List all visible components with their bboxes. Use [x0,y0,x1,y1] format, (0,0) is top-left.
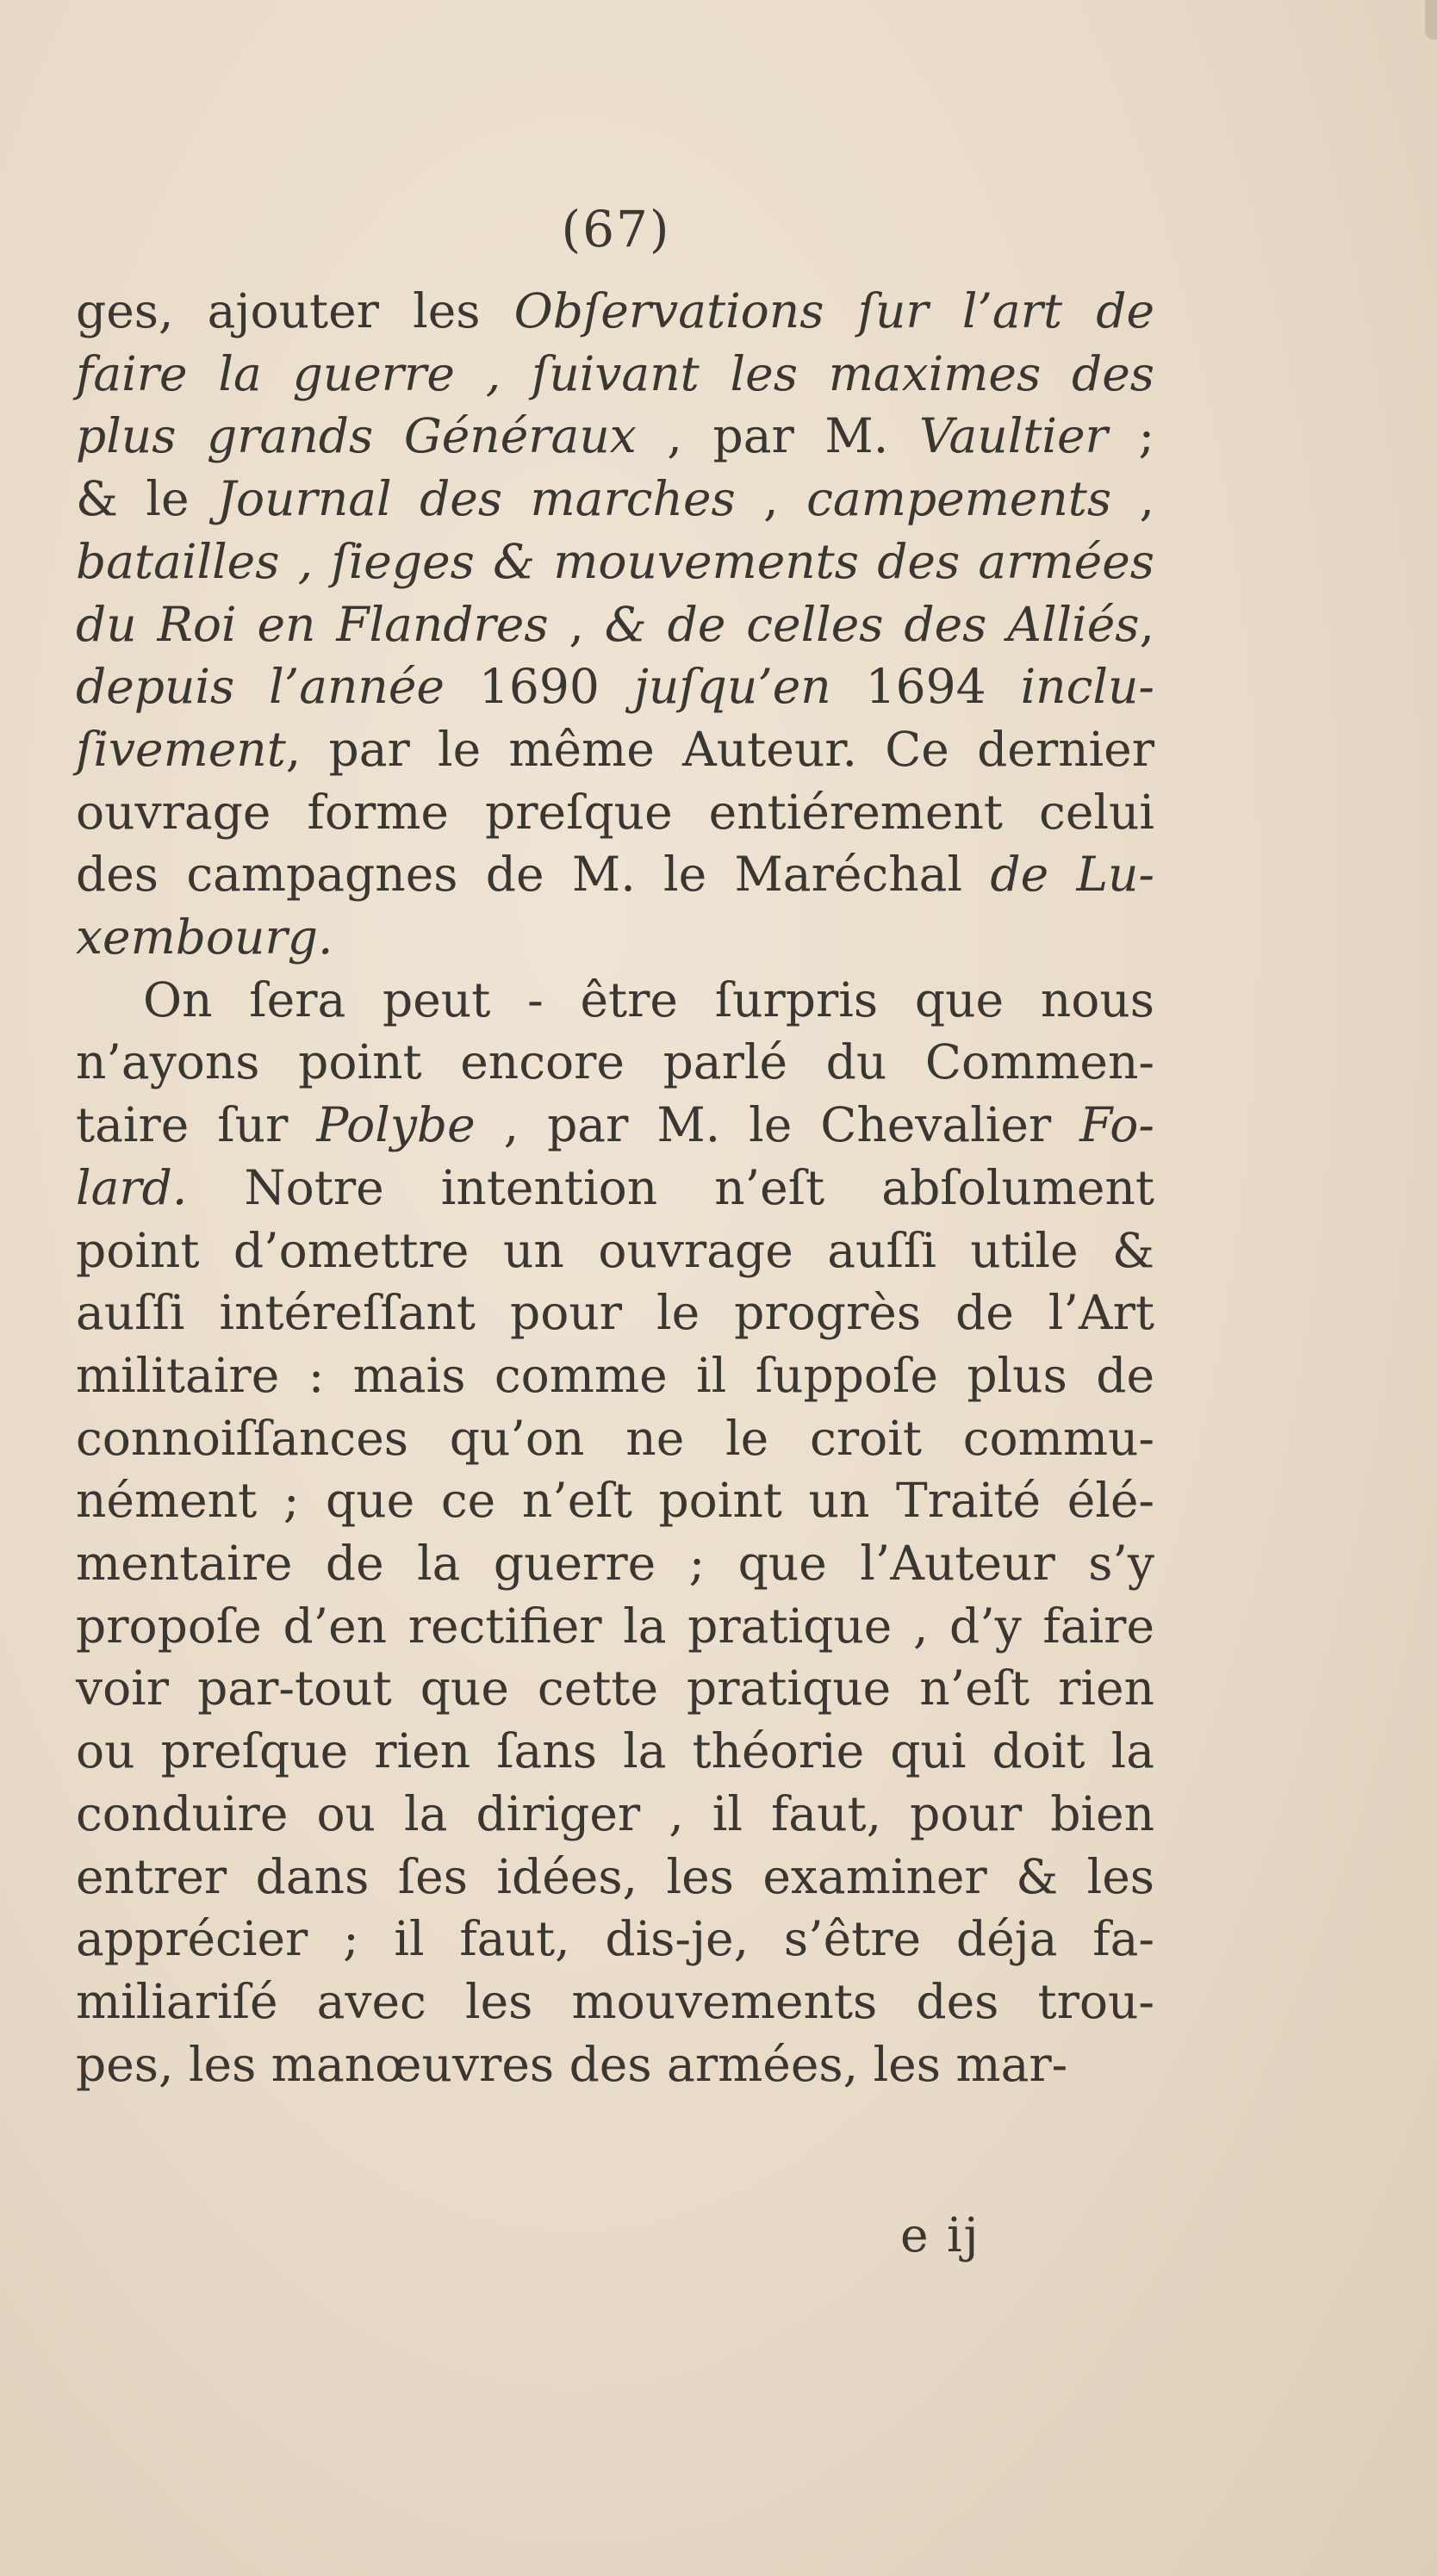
roman-text: voir par-tout que cette pratique n’eſt rien [76,1660,1154,1716]
text-line [76,1031,1154,1094]
text-line [76,1657,1154,1720]
roman-text: taire ſur [76,1097,317,1153]
roman-text: nément ; que ce n’eſt point un Traité élé- [76,1473,1154,1529]
roman-text: , [548,596,605,652]
text-line [76,1971,1154,2033]
text-line [76,1595,1154,1658]
text-line [76,280,1154,343]
italic-text: batailles , ſieges & mouvements des armées [76,533,1154,589]
italic-text: Fo- [1079,1097,1155,1153]
text-line [76,1094,1154,1157]
text-line [76,1846,1154,1909]
roman-text: pes, les manœuvres des armées, les mar- [76,2036,1068,2092]
italic-text: xembourg. [76,909,333,965]
text-line [76,1532,1154,1595]
italic-text: du Roi en Flandres [76,596,549,652]
signature-mark: e ij [900,2207,980,2263]
italic-text: lard. [76,1159,188,1215]
text-line [76,1908,1154,1971]
text-line [76,1344,1154,1407]
italic-text: Vaultier [918,408,1108,464]
italic-text: Polybe [316,1097,476,1153]
text-line [76,1407,1154,1470]
roman-text: , [735,471,807,527]
roman-text: conduire ou la diriger , il faut, pour bien [76,1785,1154,1841]
roman-text: propoſe d’en rectifier la pratique , d’y faire [76,1598,1154,1654]
text-line [76,2033,1154,2096]
roman-text: Notre intention n’eſt abſolument [187,1159,1154,1215]
text-line [76,531,1154,593]
roman-text: n’ayons point encore parlé du Commen- [76,1034,1154,1090]
roman-text: ges, ajouter les [76,283,514,338]
text-line [76,718,1154,781]
text-line [76,1220,1154,1282]
roman-text: , par M. le Chevalier [475,1097,1080,1153]
roman-text: , par M. [636,408,919,464]
roman-text: point d’omettre un ouvrage auſſi utile & [76,1222,1154,1278]
roman-text: miliariſé avec les mouvements des trou- [76,1973,1154,2029]
italic-text: de Lu- [990,847,1154,903]
text-line [76,468,1154,531]
roman-text: & le [76,471,217,527]
text-line [76,655,1154,718]
text-line [76,906,1154,969]
text-line [76,405,1154,468]
text-line [76,781,1154,844]
roman-text: entrer dans ſes idées, les examiner & les [76,1848,1154,1904]
italic-text: faire la guerre , ſuivant les maximes des [76,345,1154,401]
text-line [76,1282,1154,1344]
text-line [76,1469,1154,1532]
body-text [76,280,1154,2095]
roman-text: connoiſſances qu’on ne le croit commu- [76,1410,1154,1466]
roman-text: des campagnes de M. le Maréchal [76,847,991,903]
italic-text: Obſervations ſur l’art de [513,283,1154,338]
roman-text: , [1111,471,1154,527]
roman-text: 1690 [444,659,634,715]
roman-text: ; [1107,408,1154,464]
text-line [76,1783,1154,1846]
text-line [76,593,1154,656]
roman-text: ou preſque rien ſans la théorie qui doit la [76,1723,1154,1779]
roman-text: auſſi intéreſſant pour le progrès de l’Art [76,1285,1154,1341]
text-line [76,1720,1154,1783]
page-number: (67) [561,200,671,258]
text-line [76,343,1154,406]
text-line [76,969,1154,1032]
text-line [76,1157,1154,1220]
italic-text: & de celles des Alliés [604,596,1140,652]
roman-text: , par le même Auteur. Ce dernier [285,721,1154,777]
roman-text: ouvrage forme preſque entiérement celui [76,784,1154,840]
roman-text: On ſera peut - être ſurpris que nous [143,971,1154,1027]
page-edge-stain [1425,0,1437,40]
italic-text: Journal des marches [216,471,736,527]
italic-text: campements [806,471,1112,527]
italic-text: inclu- [1020,659,1155,715]
italic-text: juſqu’en [633,659,831,715]
roman-text: 1694 [830,659,1021,715]
text-line [76,843,1154,906]
roman-text: , [1139,596,1154,652]
italic-text: plus grands Généraux [76,408,637,464]
italic-text: depuis l’année [76,659,445,715]
italic-text: ſivement [76,721,286,777]
roman-text: apprécier ; il faut, dis-je, s’être déja fa- [76,1911,1154,1967]
roman-text: militaire : mais comme il ſuppoſe plus de [76,1347,1154,1403]
roman-text: mentaire de la guerre ; que l’Auteur s’y [76,1536,1154,1592]
